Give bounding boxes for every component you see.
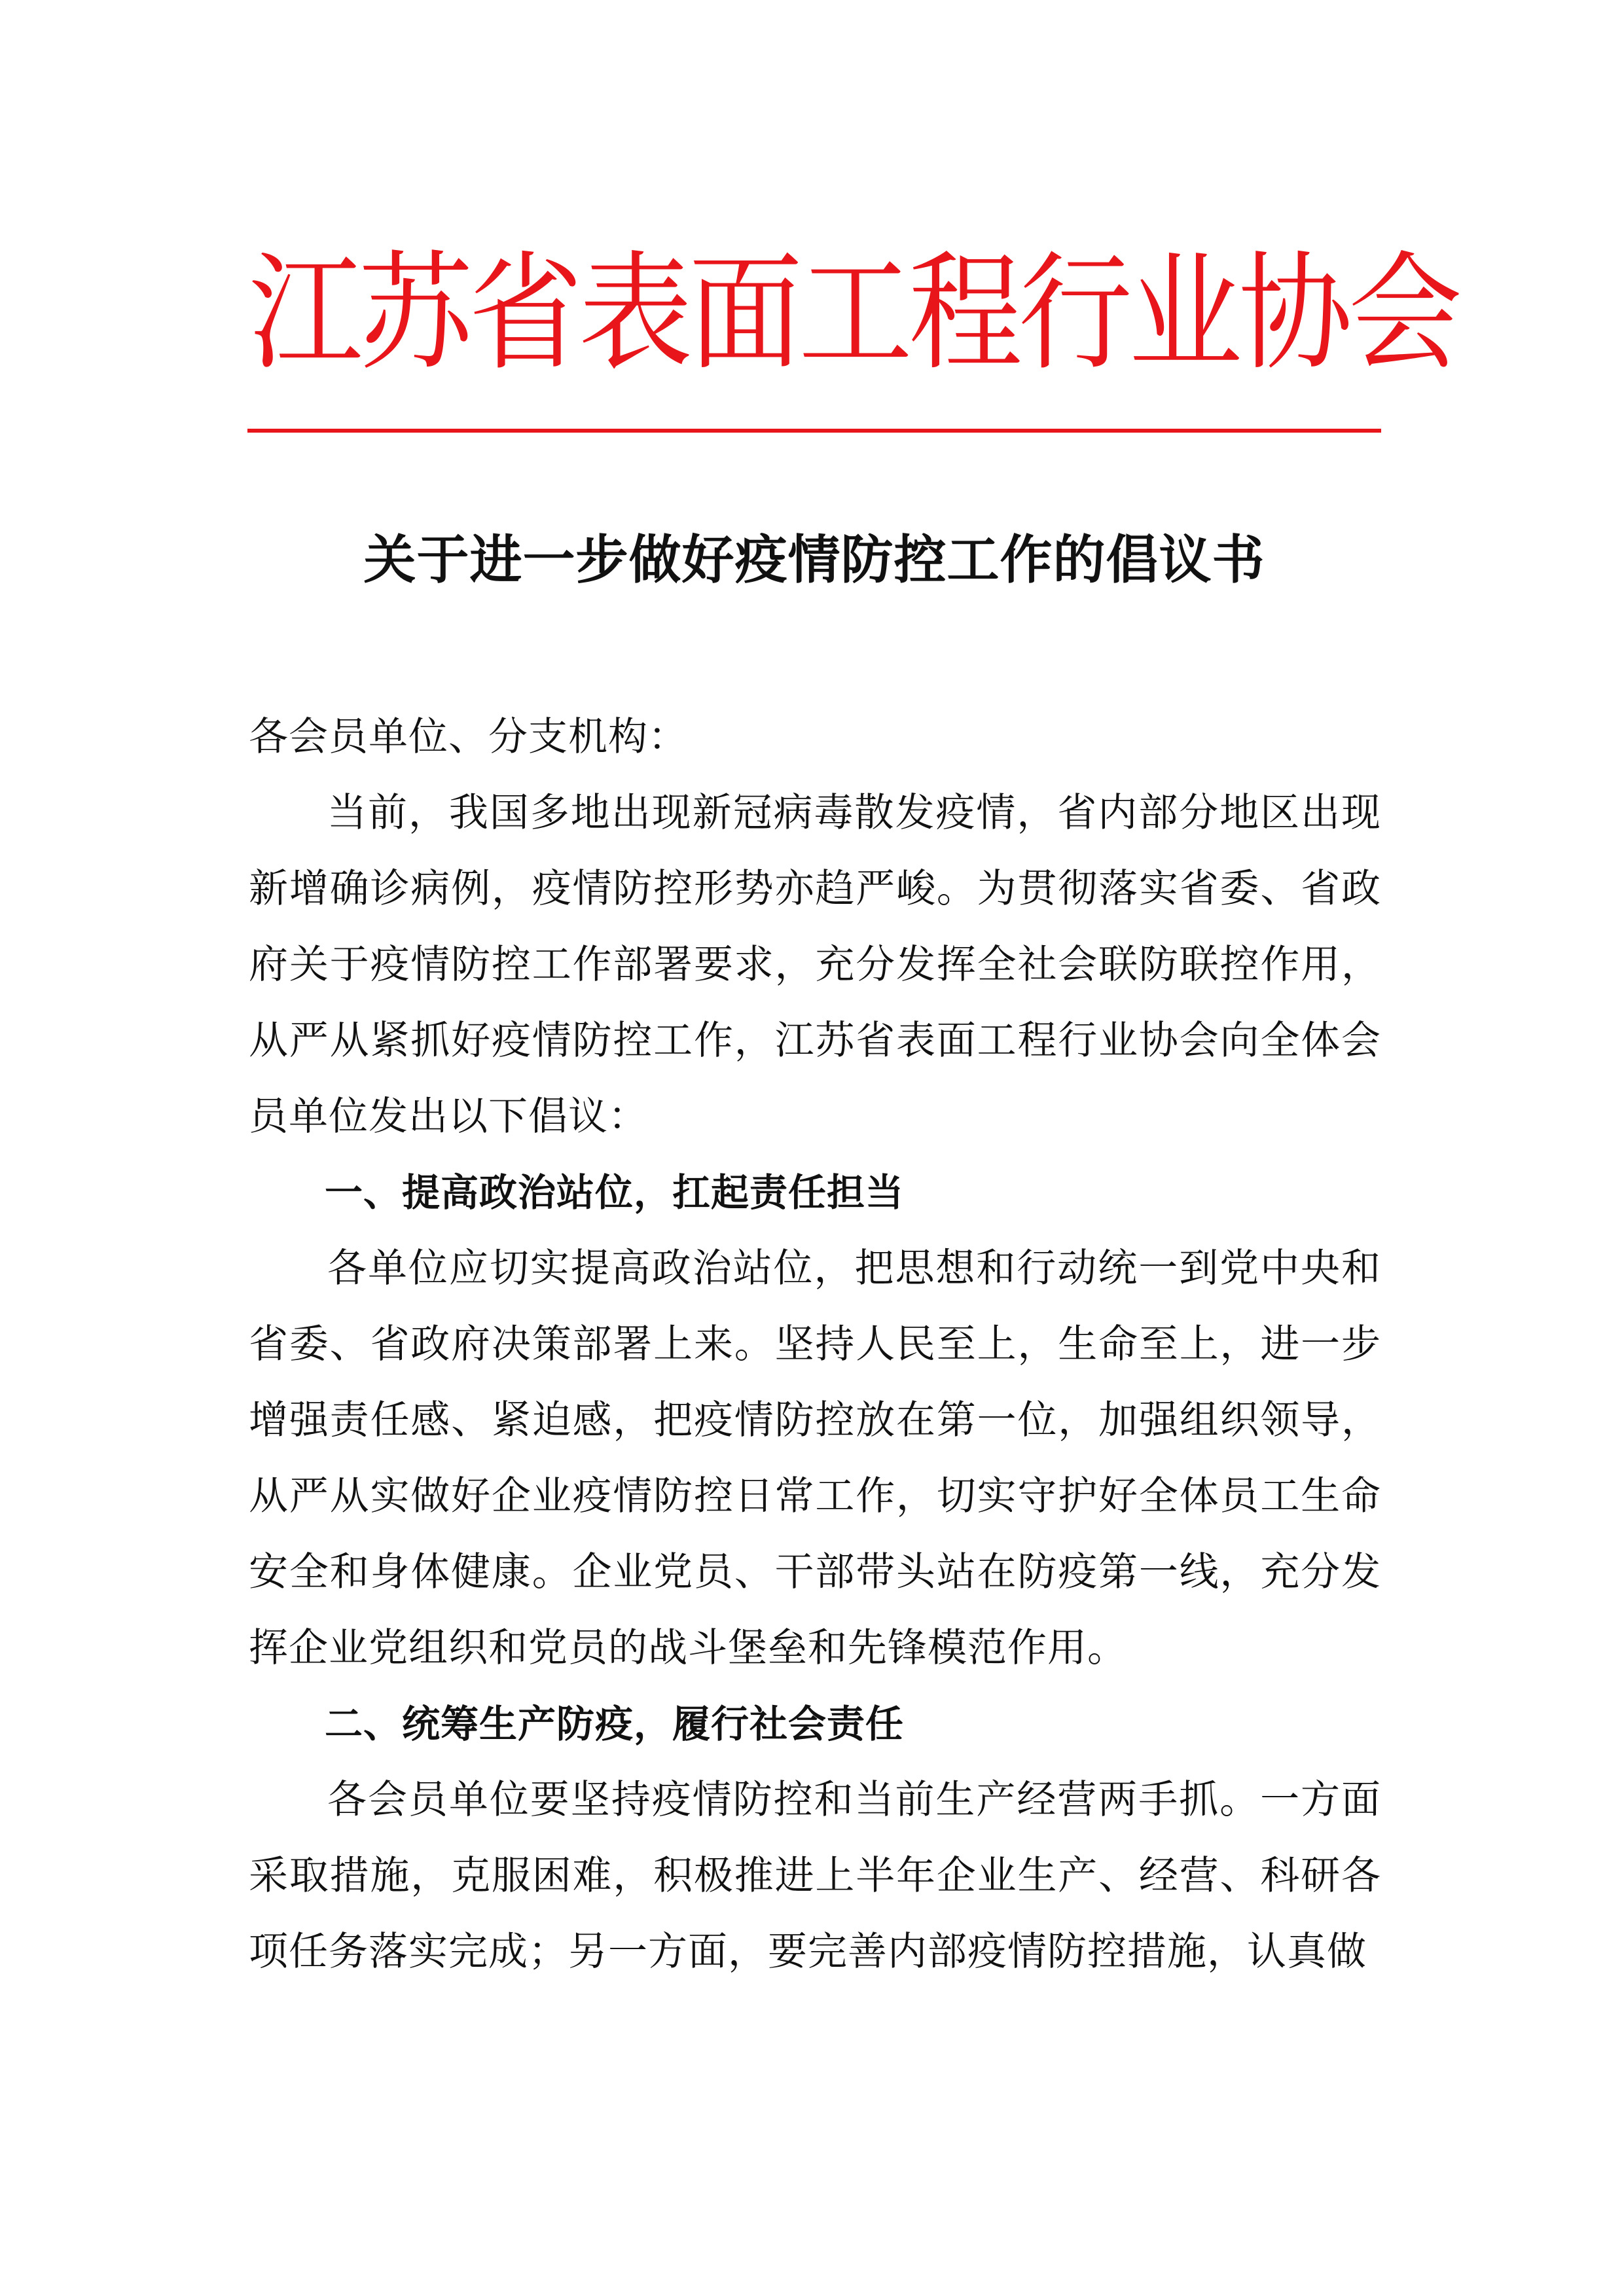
header-red-rule (247, 429, 1381, 433)
section-heading-2: 二、统筹生产防疫，履行社会责任 (325, 1702, 905, 1746)
organization-header: 江苏省表面工程行业协会 (249, 239, 1459, 389)
section-heading-1: 一、提高政治站位，扛起责任担当 (325, 1170, 905, 1215)
section-paragraph-2: 各会员单位要坚持疫情防控和当前生产经营两手抓。一方面采取措施，克服困难，积极推进上半年企业生产、经营、科研各项任务落实完成；另一方面，要完善内部疫情防控措施，认真做 (249, 1777, 1381, 1975)
section-paragraph-1: 各单位应切实提高政治站位，把思想和行动统一到党中央和省委、省政府决策部署上来。坚持人民至上，生命至上，进一步增强责任感、紧迫感，把疫情防控放在第一位，加强组织领导，从严从实做好企业疫情防控日常工作，切实守护好全体员工生命安全和身体健康。企业党员、干部带头站在防疫第一线，充分发挥企业党组织和党员的战斗堡垒和先锋模范作用。 (249, 1246, 1381, 1671)
intro-paragraph: 当前，我国多地出现新冠病毒散发疫情，省内部分地区出现新增确诊病例，疫情防控形势亦趋严峻。为贯彻落实省委、省政府关于疫情防控工作部署要求，充分发挥全社会联防联控作用，从严从紧抓好疫情防控工作，江苏省表面工程行业协会向全体会员单位发出以下倡议： (249, 790, 1381, 1139)
document-title: 关于进一步做好疫情防控工作的倡议书 (363, 529, 1265, 590)
document-body (249, 699, 1381, 1990)
salutation: 各会员单位、分支机构： (249, 714, 688, 760)
